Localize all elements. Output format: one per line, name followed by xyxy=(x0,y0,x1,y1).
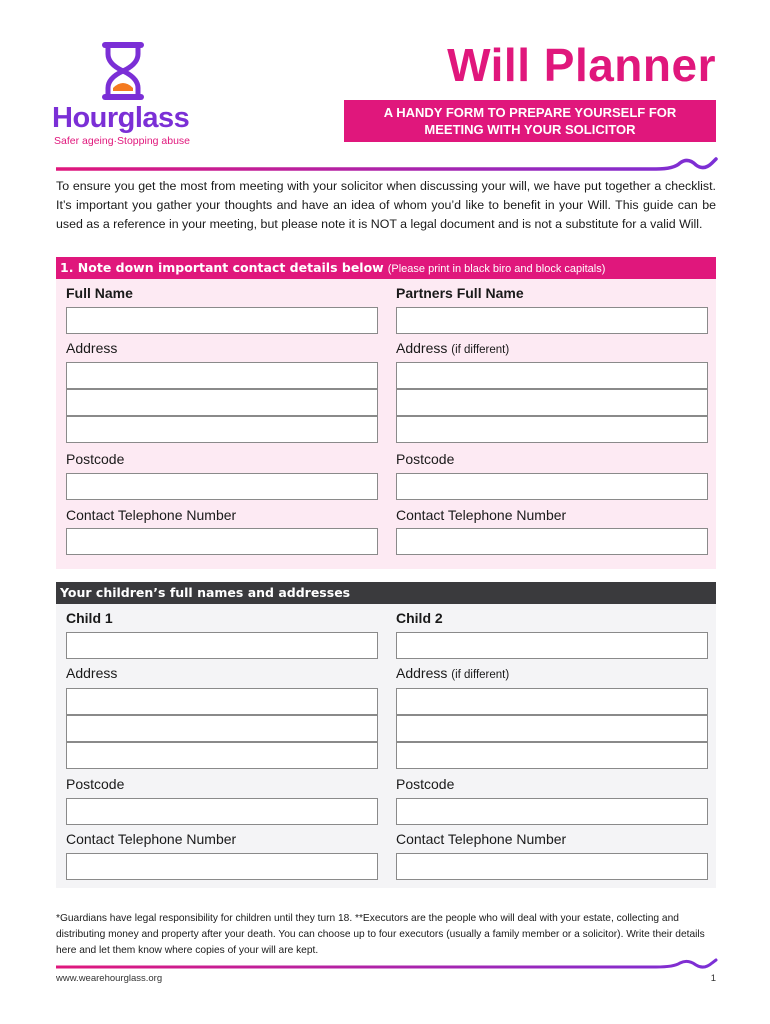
child1-phone-label: Contact Telephone Number xyxy=(66,831,237,847)
child2-postcode-field[interactable] xyxy=(396,798,708,825)
partner-address-line-1-field[interactable] xyxy=(396,362,708,389)
intro-text: To ensure you get the most from meeting with your solicitor when discussing your will, we have put together a checklist. It’s important you gather your thoughts and have an idea of whom you’d like to benefit in your Will. This guide can be used as a reference in your meeting, but please note it is NOT a legal document and is not a substitute for a valid Will. xyxy=(56,179,716,231)
section2-header xyxy=(56,582,716,604)
page-subtitle xyxy=(344,100,716,142)
postcode-field[interactable] xyxy=(66,473,378,500)
child2-address-line-3-field[interactable] xyxy=(396,742,708,769)
logo-tagline: Safer ageing·Stopping abuse xyxy=(54,135,191,147)
subtitle-line-1: A HANDY FORM TO PREPARE YOURSELF FOR xyxy=(383,105,677,120)
phone-field[interactable] xyxy=(66,528,378,555)
partner-name-label: Partners Full Name xyxy=(396,285,524,301)
partner-phone-field[interactable] xyxy=(396,528,708,555)
page-number: 1 xyxy=(710,973,716,984)
child2-address-line-2-field[interactable] xyxy=(396,715,708,742)
child1-phone-field[interactable] xyxy=(66,853,378,880)
child2-address-text: Address xyxy=(396,665,448,681)
child2-phone-field[interactable] xyxy=(396,853,708,880)
partner-address-note: (if different) xyxy=(451,344,510,356)
partner-phone-label: Contact Telephone Number xyxy=(396,507,567,523)
footer-divider xyxy=(56,958,718,974)
child2-postcode-label: Postcode xyxy=(396,776,455,792)
section1-note: (Please print in black biro and block capitals) xyxy=(387,263,606,275)
subtitle-line-2: MEETING WITH YOUR SOLICITOR xyxy=(424,122,636,137)
hourglass-logo xyxy=(52,40,202,150)
postcode-label: Postcode xyxy=(66,451,125,467)
logo-name: Hourglass xyxy=(52,102,190,134)
hourglass-icon xyxy=(98,40,148,102)
page-title: Will Planner xyxy=(447,39,716,91)
partner-address-label xyxy=(396,340,509,356)
address-line-2-field[interactable] xyxy=(66,389,378,416)
partner-postcode-label: Postcode xyxy=(396,451,455,467)
partner-address-line-3-field[interactable] xyxy=(396,416,708,443)
child2-address-note: (if different) xyxy=(451,669,510,681)
section1-title: 1. Note down important contact details below xyxy=(60,260,384,275)
child1-label: Child 1 xyxy=(66,610,113,626)
child1-postcode-label: Postcode xyxy=(66,776,125,792)
partner-address-text: Address xyxy=(396,340,448,356)
child2-address-label xyxy=(396,665,509,681)
child1-address-line-3-field[interactable] xyxy=(66,742,378,769)
child1-address-label: Address xyxy=(66,665,118,681)
footer-url[interactable]: www.wearehourglass.org xyxy=(56,973,163,984)
partner-postcode-field[interactable] xyxy=(396,473,708,500)
child1-postcode-field[interactable] xyxy=(66,798,378,825)
address-line-1-field[interactable] xyxy=(66,362,378,389)
address-line-3-field[interactable] xyxy=(66,416,378,443)
child2-phone-label: Contact Telephone Number xyxy=(396,831,567,847)
full-name-label: Full Name xyxy=(66,285,133,301)
section2-title: Your children’s full names and addresses xyxy=(60,585,351,600)
header-divider xyxy=(56,155,718,177)
partner-name-field[interactable] xyxy=(396,307,708,334)
full-name-field[interactable] xyxy=(66,307,378,334)
child1-address-line-1-field[interactable] xyxy=(66,688,378,715)
footnote: *Guardians have legal responsibility for children until they turn 18. **Executors are the people who will deal with your estate, collecting and distributing money and property after your death. You can choose up to four executors (usually a family member or a solicitor). Write their details here and let them know where copies of your will are kept. xyxy=(56,913,705,956)
child1-address-line-2-field[interactable] xyxy=(66,715,378,742)
address-label: Address xyxy=(66,340,118,356)
child1-name-field[interactable] xyxy=(66,632,378,659)
child2-name-field[interactable] xyxy=(396,632,708,659)
section1-header xyxy=(56,257,716,279)
child2-address-line-1-field[interactable] xyxy=(396,688,708,715)
child2-label: Child 2 xyxy=(396,610,443,626)
phone-label: Contact Telephone Number xyxy=(66,507,237,523)
partner-address-line-2-field[interactable] xyxy=(396,389,708,416)
